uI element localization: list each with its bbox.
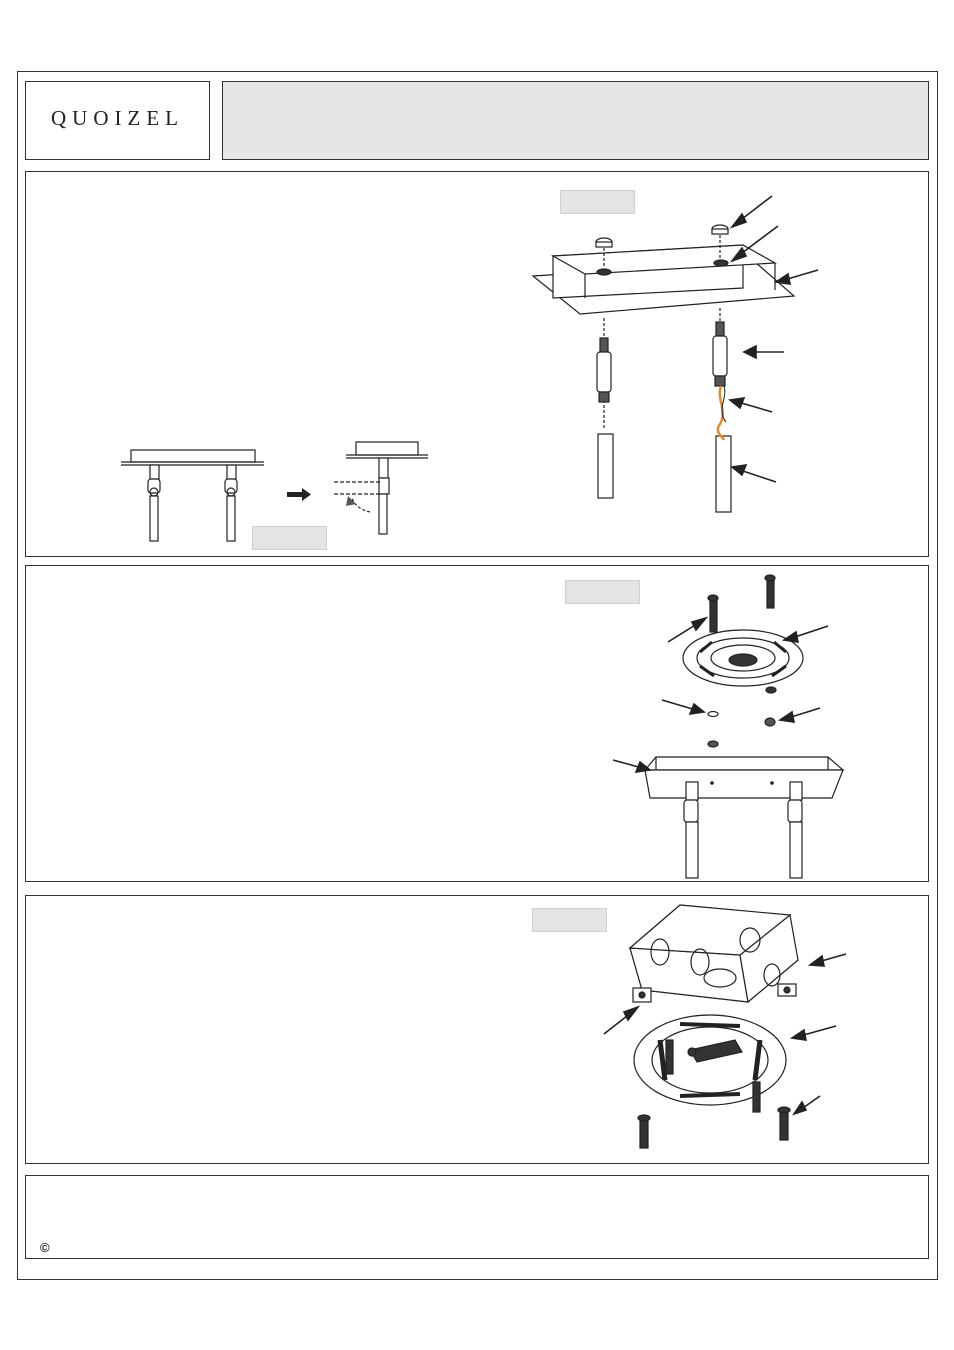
copyright-symbol: © — [40, 1240, 50, 1255]
brand-logo: QUOIZEL — [51, 106, 184, 130]
footer-panel — [25, 1175, 929, 1259]
